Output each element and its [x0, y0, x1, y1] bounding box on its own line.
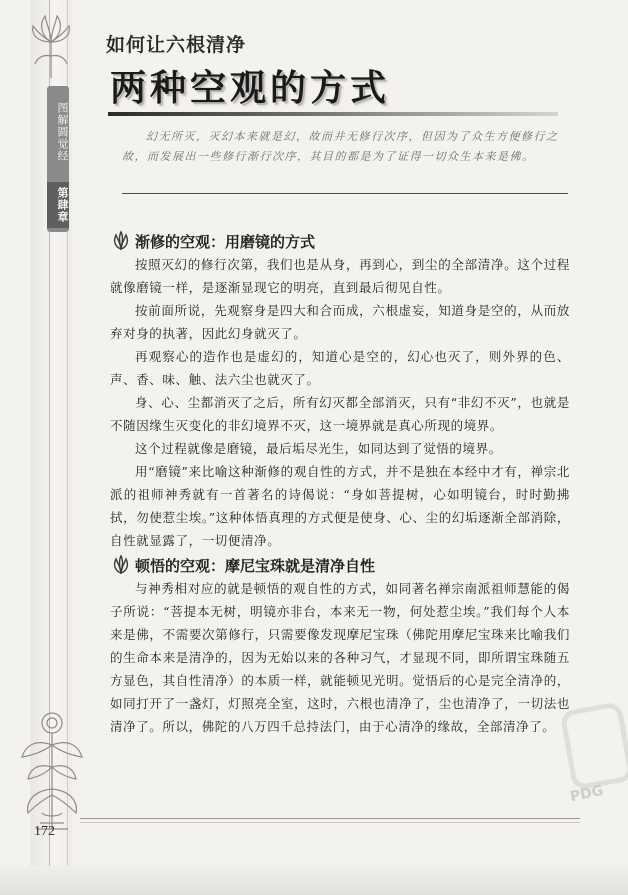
section-gradual — [110, 229, 570, 552]
watermark — [560, 700, 628, 820]
body-paragraph: 再观察心的造作也是虚幻的，知道心是空的，幻心也灭了，则外界的色、声、香、味、触、法六尘也就灭了。 — [110, 349, 570, 387]
section-heading-text: 顿悟的空观：摩尼宝珠就是清净自性 — [135, 556, 376, 575]
section-heading — [110, 553, 570, 577]
section-heading — [110, 229, 570, 253]
lotus-ornament-icon — [27, 12, 75, 82]
section-sudden — [110, 553, 570, 738]
series-label: 图解圆觉经 — [56, 102, 69, 162]
footer-rule — [80, 822, 580, 823]
watermark-mark — [560, 701, 628, 791]
title-underline — [108, 112, 558, 116]
body-paragraph: 用“磨镜”来比喻这种渐修的观自性的方式，并不是独在本经中才有，禅宗北派的祖师神秀就有一首著名的诗偈说：“身如菩提树，心如明镜台，时时勤拂拭，勿使惹尘埃。”这种体悟真理的方式便是使身、心、尘的幻垢逐渐全部消除，自性就显露了，一切便清净。 — [110, 464, 570, 548]
body-paragraph: 这个过程就像是磨镜，最后垢尽光生，如同达到了觉悟的境界。 — [135, 441, 502, 456]
vertical-book-tab — [47, 86, 69, 232]
page-title: 两种空观的方式 — [110, 67, 391, 109]
section-heading-text: 渐修的空观：用磨镜的方式 — [135, 232, 316, 251]
body-paragraph: 身、心、尘都消灭了之后，所有幻灭都全部消灭，只有“非幻不灭”，也就是不随因缘生灭变化的非幻境界不灭，这一境界就是真心所现的境界。 — [110, 395, 570, 433]
page-bottom-edge — [0, 866, 628, 895]
lotus-bud-icon — [110, 230, 132, 252]
chapter-label: 第肆章 — [47, 182, 69, 228]
body-paragraph: 按前面所说，先观察身是四大和合而成，六根虚妄，知道身是空的，从而放弃对身的执著，因此幻身就灭了。 — [110, 303, 570, 341]
body-paragraph: 按照灭幻的修行次第，我们也是从身，再到心，到尘的全部清净。这个过程就像磨镜一样，是逐渐显现它的明亮，直到最后彻见自性。 — [110, 257, 570, 295]
page-subtitle: 如何让六根清净 — [106, 34, 247, 56]
body-paragraph: 与神秀相对应的就是顿悟的观自性的方式，如同著名禅宗南派祖师慧能的偈子所说：“菩提本无树，明镜亦非台，本来无一物，何处惹尘埃。”我们每个人本来是佛，不需要次第修行，只需要像发现摩尼宝珠（佛陀用摩尼宝珠来比喻我们的生命本来是清净的，因为无始以来的各种习气，才显现不同，即所谓宝珠随五方显色，其自性清净）的本质一样，就能顿见光明。觉悟后的心是完全清净的，如同打开了一盏灯，灯照亮全室，这时，六根也清净了，尘也清净了，一切法也清净了。所以，佛陀的八万四千总持法门，由于心清净的缘故，全部清净了。 — [110, 581, 570, 734]
intro-paragraph: 幻无所灭，灭幻本来就是幻，故而并无修行次序，但因为了众生方便修行之故，而发展出一些修行渐行次序，其目的都是为了证得一切众生本来是佛。 — [122, 130, 559, 163]
footer-rule — [80, 818, 580, 819]
lotus-bud-icon — [110, 554, 132, 576]
lotus-plant-ornament-icon — [18, 705, 86, 835]
intro-divider — [122, 193, 568, 194]
watermark-text: PDG — [568, 782, 605, 806]
page-number: 172 — [34, 824, 55, 839]
